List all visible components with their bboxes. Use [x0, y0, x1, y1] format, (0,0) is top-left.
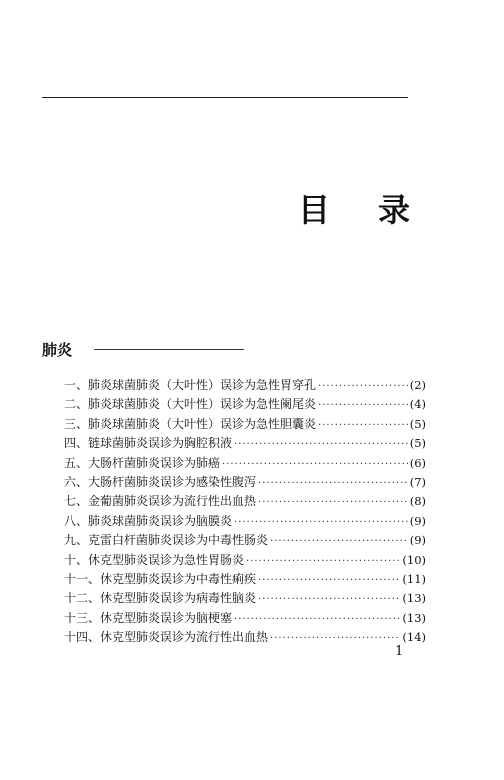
toc-entry-page: (7): [409, 474, 426, 489]
section-heading: [42, 340, 242, 364]
toc-entry-page: (8): [409, 494, 426, 509]
toc-entry[interactable]: [64, 473, 426, 492]
page-number: 1: [395, 644, 404, 659]
toc-entry[interactable]: [64, 512, 426, 531]
toc-entry-page: (11): [402, 571, 426, 586]
toc-dot-leader: [318, 377, 408, 396]
toc-dot-leader: [318, 416, 408, 435]
toc-entry[interactable]: [64, 570, 426, 589]
toc-dot-leader: [270, 532, 408, 551]
toc-entry-title: 十三、休克型肺炎误诊为脑梗塞: [64, 610, 233, 625]
toc-entry-title: 八、肺炎球菌肺炎误诊为脑膜炎: [64, 513, 233, 528]
toc-dot-leader: [258, 590, 400, 609]
toc-dot-leader: [246, 552, 400, 571]
toc-entry-title: 十二、休克型肺炎误诊为病毒性脑炎: [64, 591, 257, 606]
section-rule: [94, 349, 244, 350]
toc-entry-page: (13): [402, 610, 426, 625]
toc-dot-leader: [258, 571, 400, 590]
toc-dot-leader: [222, 455, 408, 474]
toc-dot-leader: [234, 435, 408, 454]
toc-entry-page: (5): [409, 436, 426, 451]
toc-entry[interactable]: [64, 492, 426, 511]
toc-entry-title: 十、休克型肺炎误诊为急性胃肠炎: [64, 552, 245, 567]
toc-entry-title: 十四、休克型肺炎误诊为流行性出血热: [64, 630, 269, 645]
page-title-char-1: 目: [298, 191, 331, 229]
toc-dot-leader: [318, 396, 408, 415]
toc-entry-title: 九、克雷白杆菌肺炎误诊为中毒性肠炎: [64, 533, 269, 548]
toc-entry[interactable]: [64, 454, 426, 473]
toc-dot-leader: [258, 493, 408, 512]
section-label: 肺炎: [42, 341, 73, 359]
toc-entry-title: 五、大肠杆菌肺炎误诊为肺癌: [64, 455, 221, 470]
toc-entry-page: (10): [402, 552, 426, 567]
toc-entry-title: 一、肺炎球菌肺炎（大叶性）误诊为急性胃穿孔: [64, 378, 317, 392]
toc-entry-title: 四、链球菌肺炎误诊为胸腔积液: [64, 436, 233, 451]
toc-entry-title: 七、金葡菌肺炎误诊为流行性出血热: [64, 494, 257, 509]
toc-entry[interactable]: [64, 628, 426, 647]
page-title-char-2: 录: [378, 191, 411, 229]
toc-entry-title: 十一、休克型肺炎误诊为中毒性痢疾: [64, 571, 257, 586]
toc-dot-leader: [258, 474, 408, 493]
toc-entry[interactable]: [64, 395, 426, 414]
toc-entry-page: (6): [409, 455, 426, 470]
table-of-contents: [64, 376, 426, 647]
toc-entry[interactable]: [64, 589, 426, 608]
page-title: [290, 190, 430, 240]
toc-entry-page: (2): [409, 378, 426, 392]
toc-dot-leader: [270, 629, 400, 648]
toc-entry-title: 六、大肠杆菌肺炎误诊为感染性腹泻: [64, 474, 257, 489]
toc-entry-page: (14): [402, 630, 426, 645]
toc-dot-leader: [234, 610, 400, 629]
toc-entry-title: 三、肺炎球菌肺炎（大叶性）误诊为急性胆囊炎: [64, 416, 317, 431]
toc-entry[interactable]: [64, 551, 426, 570]
toc-dot-leader: [234, 513, 408, 532]
toc-entry-page: (9): [409, 533, 426, 548]
toc-entry-page: (5): [409, 416, 426, 431]
toc-entry[interactable]: [64, 376, 426, 395]
toc-entry[interactable]: [64, 434, 426, 453]
toc-entry-title: 二、肺炎球菌肺炎（大叶性）误诊为急性阑尾炎: [64, 397, 317, 412]
toc-entry-page: (4): [409, 397, 426, 412]
top-rule: [42, 97, 408, 98]
toc-entry[interactable]: [64, 415, 426, 434]
toc-entry-page: (9): [409, 513, 426, 528]
toc-entry[interactable]: [64, 609, 426, 628]
toc-entry[interactable]: [64, 531, 426, 550]
toc-entry-page: (13): [402, 591, 426, 606]
